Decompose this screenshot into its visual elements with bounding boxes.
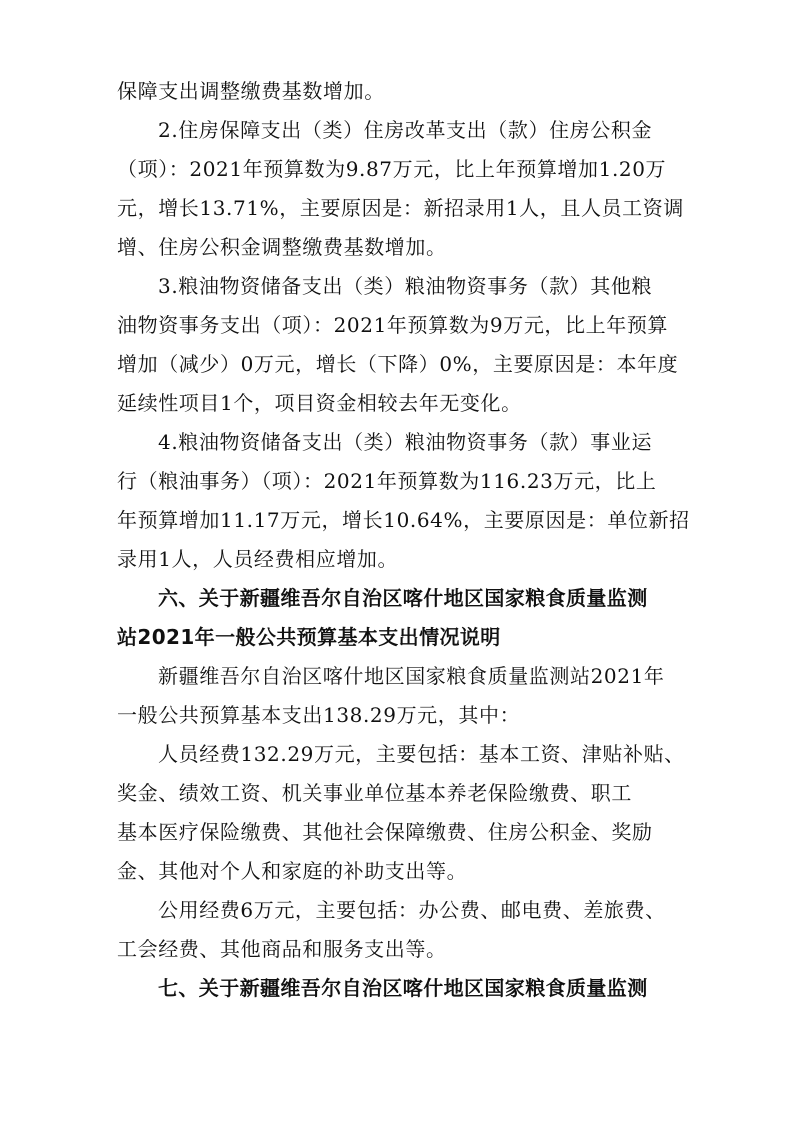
section-7-heading-line-1: 七、关于新疆维吾尔自治区喀什地区国家粮食质量监测 — [158, 976, 648, 1000]
item-2-line-2: （项）：2021年预算数为9.87万元，比上年预算增加1.20万 — [117, 157, 667, 181]
item-4-line-4: 录用1人，人员经费相应增加。 — [117, 547, 399, 571]
public-expenses-line-1: 公用经费6万元，主要包括：办公费、邮电费、差旅费、 — [158, 898, 666, 922]
personnel-expenses-line-4: 金、其他对个人和家庭的补助支出等。 — [117, 859, 468, 883]
basic-expenditure-line-1: 新疆维吾尔自治区喀什地区国家粮食质量监测站2021年 — [158, 664, 665, 688]
item-4-line-1: 4.粮油物资储备支出（类）粮油物资事务（款）事业运 — [158, 430, 653, 454]
public-expenses-line-2: 工会经费、其他商品和服务支出等。 — [117, 937, 447, 961]
item-4-line-2: 行（粮油事务）（项）：2021年预算数为116.23万元，比上 — [117, 469, 657, 493]
item-2-line-4: 增、住房公积金调整缴费基数增加。 — [117, 235, 447, 259]
item-3-line-1: 3.粮油物资储备支出（类）粮油物资事务（款）其他粮 — [158, 274, 653, 298]
item-4-line-3: 年预算增加11.17万元，增长10.64%，主要原因是：单位新招 — [117, 508, 690, 532]
item-3-line-2: 油物资事务支出（项）：2021年预算数为9万元，比上年预算 — [117, 313, 669, 337]
paragraph-continuation-line: 保障支出调整缴费基数增加。 — [117, 79, 385, 103]
item-3-line-4: 延续性项目1个，项目资金相较去年无变化。 — [117, 391, 522, 415]
item-2-line-1: 2.住房保障支出（类）住房改革支出（款）住房公积金 — [158, 118, 653, 142]
personnel-expenses-line-1: 人员经费132.29万元，主要包括：基本工资、津贴补贴、 — [158, 742, 685, 766]
basic-expenditure-line-2: 一般公共预算基本支出138.29万元，其中： — [117, 703, 521, 727]
personnel-expenses-line-2: 奖金、绩效工资、机关事业单位基本养老保险缴费、职工 — [117, 781, 632, 805]
item-3-line-3: 增加（减少）0万元，增长（下降）0%，主要原因是：本年度 — [117, 352, 679, 376]
item-2-line-3: 元，增长13.71%，主要原因是：新招录用1人，且人员工资调 — [117, 196, 684, 220]
section-6-heading-line-2: 站2021年一般公共预算基本支出情况说明 — [117, 625, 501, 649]
section-6-heading-line-1: 六、关于新疆维吾尔自治区喀什地区国家粮食质量监测 — [158, 586, 648, 610]
personnel-expenses-line-3: 基本医疗保险缴费、其他社会保障缴费、住房公积金、奖励 — [117, 820, 653, 844]
